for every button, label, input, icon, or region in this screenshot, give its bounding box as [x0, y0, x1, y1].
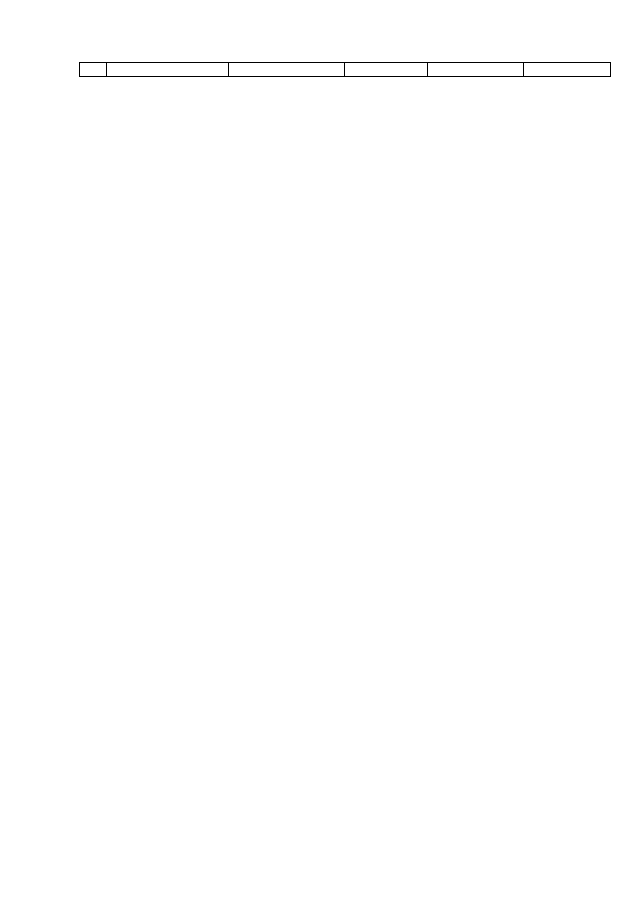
column-number	[428, 63, 524, 77]
column-number	[107, 63, 229, 77]
power-plants-table	[79, 62, 611, 77]
table-body	[80, 63, 611, 77]
column-number-row	[80, 63, 611, 77]
column-number	[345, 63, 428, 77]
column-number	[229, 63, 345, 77]
column-number	[524, 63, 611, 77]
column-number	[80, 63, 107, 77]
